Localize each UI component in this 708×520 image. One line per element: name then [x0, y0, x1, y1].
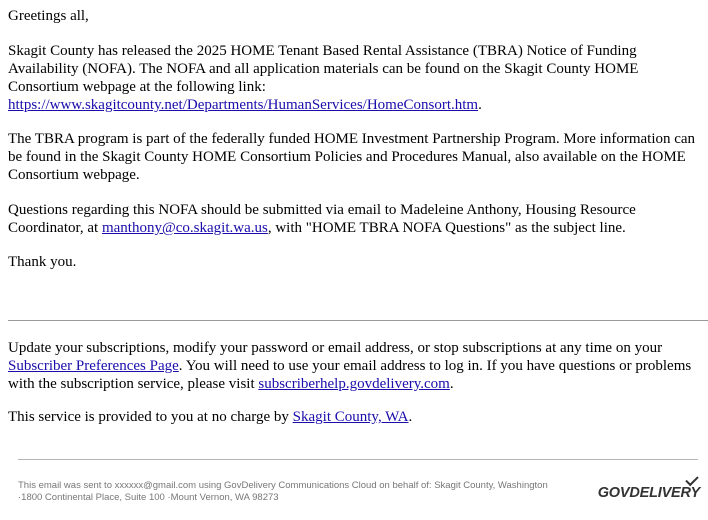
footer-line-1: This email was sent to xxxxxx@gmail.com using GovDelivery Communications Cloud on behalf of: Skagit County, Washington: [18, 480, 548, 491]
thank-you-text: Thank you.: [8, 254, 77, 270]
footer-divider: [18, 459, 698, 460]
skagit-county-link[interactable]: Skagit County, WA: [292, 409, 409, 425]
subscriber-preferences-link[interactable]: Subscriber Preferences Page: [8, 358, 179, 374]
tbra-program-paragraph: The TBRA program is part of the federally funded HOME Investment Partnership Program. More information can be found in the Skagit County HOME Consortium Policies and Procedures Manual, also available on the HOME Consortium webpage.: [8, 131, 696, 183]
govdelivery-logo-text: GOVDELIVERY: [597, 485, 700, 501]
nofa-announcement-text: Skagit County has released the 2025 HOME Tenant Based Rental Assistance (TBRA) Notice of Funding Availability (NOFA). The NOFA and all application materials can be found on the Skagit County HOME Consortium webpage at the following link:: [8, 43, 639, 95]
contact-email-link[interactable]: manthony@co.skagit.wa.us: [101, 220, 268, 236]
subscription-paragraph: Update your subscriptions, modify your password or email address, or stop subscriptions at any time on your Subscriber Preferences Page. You will need to use your email address to log in. If you have questions or problems with the subscription service, please visit subscriberhelp.govdelivery.com.: [8, 340, 692, 392]
nofa-announcement-paragraph: Skagit County has released the 2025 HOME Tenant Based Rental Assistance (TBRA) Notice of Funding Availability (NOFA). The NOFA and all application materials can be found on the Skagit County HOME Consortium webpage at the following link: https://www.skagitcounty.net/Departments/HumanServices/HomeConsort.htm.: [8, 43, 639, 113]
footer-line-2: ·1800 Continental Place, Suite 100 ·Mount Vernon, WA 98273: [18, 491, 279, 503]
questions-paragraph: Questions regarding this NOFA should be submitted via email to Madeleine Anthony, Housing Resource Coordinator, at manthony@co.skagit.wa.us, with "HOME TBRA NOFA Questions" as the subject line.: [8, 202, 636, 236]
divider: [8, 320, 708, 321]
home-consortium-link[interactable]: https://www.skagitcounty.net/Departments/HumanServices/HomeConsort.htm: [8, 97, 479, 113]
greeting: Greetings all,: [8, 8, 89, 24]
footer-text: [18, 480, 598, 503]
govdelivery-logo: [598, 485, 700, 501]
service-provider-paragraph: This service is provided to you at no charge by Skagit County, WA.: [8, 409, 413, 425]
subscriber-help-link[interactable]: subscriberhelp.govdelivery.com: [258, 376, 450, 392]
